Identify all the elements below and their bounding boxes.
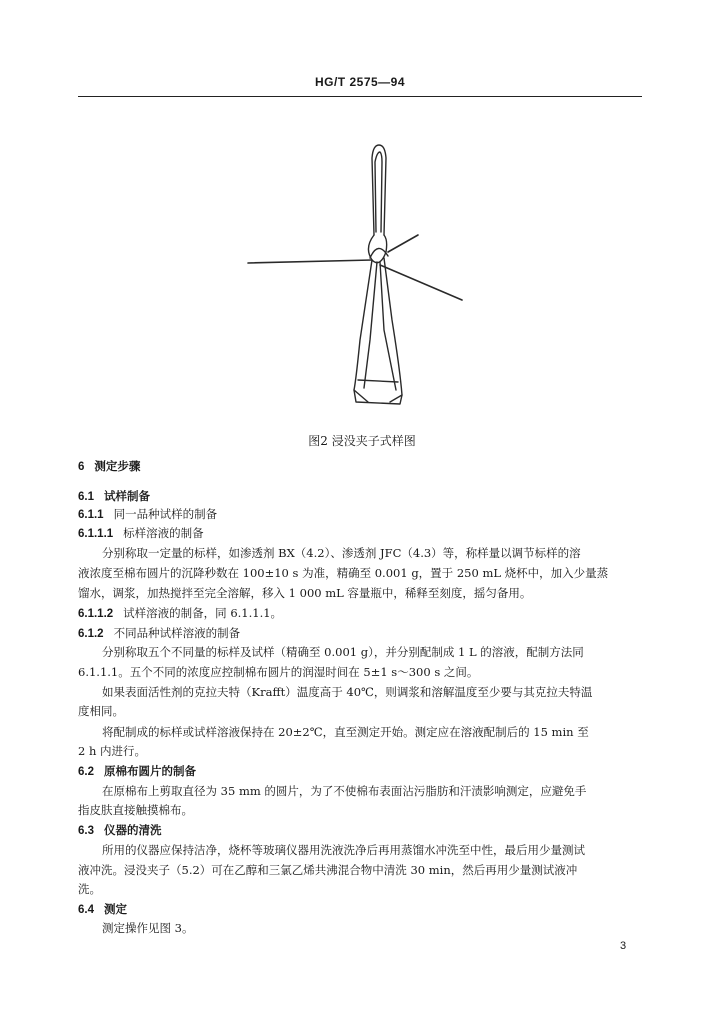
page-number: 3	[620, 940, 627, 952]
heading-6-1-1-1: 6.1.1.1 标样溶液的制备	[78, 526, 204, 540]
clip-arm-inner	[364, 262, 377, 388]
paragraph-line: 在原棉布上剪取直径为 35 mm 的圆片，为了不使棉布表面沾污脂肪和汗渍影响测定，应避免手	[102, 784, 587, 798]
paragraph-line: 测定操作见图 3。	[102, 921, 194, 935]
paragraph-line: 馏水，调浆，加热搅拌至完全溶解，移入 1 000 mL 容量瓶中，稀释至刻度，摇匀备用。	[78, 586, 532, 600]
clip-bottom-bar	[358, 380, 398, 382]
wire-diagonal	[380, 265, 462, 300]
clip-cross-b	[370, 248, 388, 258]
paragraph-line: 6.1.1.1。五个不同的浓度应控制棉布圆片的润湿时间在 5±1 s～300 s 之间。	[78, 665, 479, 679]
paragraph-line: 液浓度至棉布圆片的沉降秒数在 100±10 s 为准，精确至 0.001 g，置于 250 mL 烧杯中，加入少量蒸	[78, 566, 609, 580]
paragraph-line: 如果表面活性剂的克拉夫特（Krafft）温度高于 40℃，则调浆和溶解温度至少要与其克拉夫特温	[102, 685, 593, 699]
clip-arm-right	[384, 258, 402, 402]
paragraph-line: 指皮肤直接触摸棉布。	[78, 803, 193, 817]
heading-6-2: 6.2 原棉布圆片的制备	[78, 764, 196, 778]
clip-top-loop-inner	[375, 152, 382, 232]
paragraph-line: 洗。	[78, 882, 101, 896]
heading-6-3: 6.3 仪器的清洗	[78, 823, 162, 837]
heading-6: 6 测定步骤	[78, 459, 141, 473]
heading-6-1-2: 6.1.2 不同品种试样溶液的制备	[78, 626, 241, 640]
paragraph-line: 分别称取五个不同量的标样及试样（精确至 0.001 g），并分别配制成 1 L 的溶液，配制方法同	[102, 645, 584, 659]
wire-horizontal	[248, 260, 372, 263]
heading-6-4: 6.4 测定	[78, 902, 127, 916]
paragraph-line: 2 h 内进行。	[78, 744, 147, 758]
paragraph-line: 将配制成的标样或试样溶液保持在 20±2℃，直至测定开始。测定应在溶液配制后的 15 min 至	[102, 725, 589, 739]
header-rule	[78, 96, 642, 97]
paragraph-line: 所用的仪器应保持洁净，烧杯等玻璃仪器用洗液洗净后再用蒸馏水冲洗至中性，最后用少量测试	[102, 843, 585, 857]
figure-caption: 图2 浸没夹子式样图	[308, 434, 416, 448]
clip-top-loop	[372, 145, 386, 235]
paragraph-line: 液冲洗。浸没夹子（5.2）可在乙醇和三氯乙烯共沸混合物中清洗 30 min，然后再用少量测试液冲	[78, 863, 578, 877]
heading-6-1-1: 6.1.1 同一品种试样的制备	[78, 507, 218, 521]
heading-6-1-1-2: 6.1.1.2 试样溶液的制备，同 6.1.1.1。	[78, 606, 283, 620]
heading-6-1: 6.1 试样制备	[78, 489, 150, 503]
immersion-clip-drawing	[240, 140, 470, 415]
wire-small-cross	[388, 235, 418, 252]
running-header: HG/T 2575—94	[314, 75, 406, 89]
paragraph-line: 分别称取一定量的标样，如渗透剂 BX（4.2）、渗透剂 JFC（4.3）等，称样量以调节标样的溶	[102, 546, 581, 560]
paragraph-line: 度相同。	[78, 704, 124, 718]
